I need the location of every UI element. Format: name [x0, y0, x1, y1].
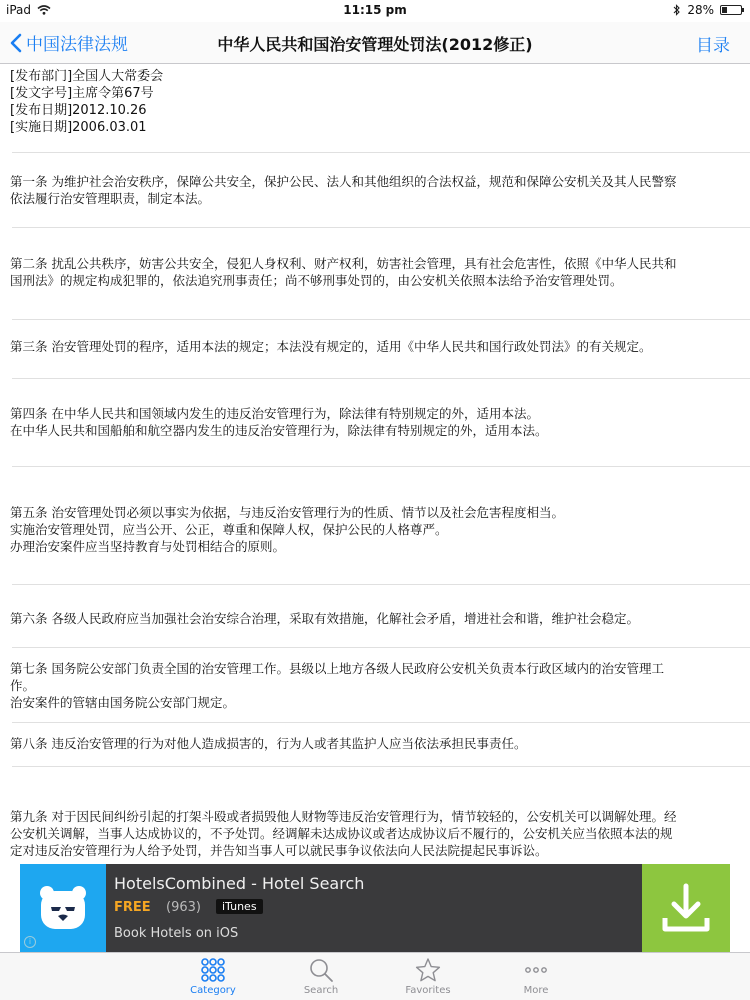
article-line: 公安机关调解，当事人达成协议的，不予处罚。经调解未达成协议或者达成协议后不履行的，公安机关应当依照本法的规: [10, 826, 673, 841]
divider: [12, 227, 750, 228]
ad-rating-count: (963): [166, 900, 201, 915]
article-5: [10, 504, 738, 555]
article-line: 依法履行治安管理职责，制定本法。: [10, 191, 211, 206]
meta-effective-date: [实施日期]2006.03.01: [10, 120, 147, 135]
meta-publish-date: [发布日期]2012.10.26: [10, 103, 147, 118]
table-of-contents-button[interactable]: 目录: [696, 36, 730, 56]
article-line: 第九条 对于因民间纠纷引起的打架斗殴或者损毁他人财物等违反治安管理行为，情节较轻的，公安机关可以调解处理。经: [10, 809, 677, 824]
article-line: 实施治安管理处罚，应当公开、公正，尊重和保障人权，保护公民的人格尊严。: [10, 522, 448, 537]
clock: 11:15 pm: [343, 3, 407, 17]
download-icon: [660, 882, 712, 934]
article-line: 第六条 各级人民政府应当加强社会治安综合治理，采取有效措施，化解社会矛盾，增进社会和谐，维护社会稳定。: [10, 611, 639, 626]
article-line: 第四条 在中华人民共和国领域内发生的违反治安管理行为，除法律有特别规定的外，适用本法。: [10, 406, 539, 421]
ad-app-name: HotelsCombined - Hotel Search: [114, 874, 365, 893]
tab-favorites[interactable]: [388, 957, 468, 996]
article-line: 第二条 扰乱公共秩序，妨害公共安全，侵犯人身权利、财产权利，妨害社会管理，具有社会危害性，依照《中华人民共和: [10, 256, 677, 271]
article-line: 第三条 治安管理处罚的程序，适用本法的规定；本法没有规定的，适用《中华人民共和国行政处罚法》的有关规定。: [10, 339, 652, 354]
article-line: 国刑法》的规定构成犯罪的，依法追究刑事责任；尚不够刑事处罚的，由公安机关依照本法给予治安管理处罚。: [10, 273, 623, 288]
divider: [12, 647, 750, 648]
article-line: 第五条 治安管理处罚必须以事实为依据，与违反治安管理行为的性质、情节以及社会危害程度相当。: [10, 505, 564, 520]
tab-label: Search: [303, 985, 339, 996]
polar-bear-icon: [35, 883, 91, 933]
page-title: 中华人民共和国治安管理处罚法(2012修正): [217, 35, 533, 54]
article-4: [10, 405, 738, 439]
law-metadata: [10, 68, 163, 136]
meta-issuer: [发布部门]全国人大常委会: [10, 69, 164, 84]
article-9: [10, 808, 738, 859]
more-icon: [523, 957, 549, 983]
tab-label: More: [523, 985, 549, 996]
law-content[interactable]: [0, 64, 750, 864]
article-line: 第七条 国务院公安部门负责全国的治安管理工作。县级以上地方各级人民政府公安机关负责本行政区域内的治安管理工: [10, 661, 664, 676]
article-line: 定对违反治安管理行为人给予处罚，并告知当事人可以就民事争议依法向人民法院提起民事诉讼。: [10, 843, 548, 858]
ad-info-icon[interactable]: i: [24, 936, 36, 948]
tab-category[interactable]: [173, 957, 253, 996]
battery-icon: [720, 5, 742, 15]
star-icon: [415, 957, 441, 983]
divider: [12, 378, 750, 379]
status-right: [673, 3, 742, 17]
article-line: 办理治安案件应当坚持教育与处罚相结合的原则。: [10, 539, 286, 554]
article-line: 第一条 为维护社会治安秩序，保障公共安全，保护公民、法人和其他组织的合法权益，规范和保障公安机关及其人民警察: [10, 174, 677, 189]
article-8: [10, 735, 738, 752]
divider: [12, 152, 750, 153]
article-line: 第八条 违反治安管理的行为对他人造成损害的，行为人或者其监护人应当依法承担民事责任。: [10, 736, 527, 751]
ad-banner[interactable]: [20, 864, 730, 952]
divider: [12, 766, 750, 767]
battery-percent: 28%: [687, 3, 714, 17]
tab-label: Category: [190, 985, 236, 996]
tab-more[interactable]: [496, 957, 576, 996]
bluetooth-icon: [673, 4, 681, 16]
article-line: 治安案件的管辖由国务院公安部门规定。: [10, 695, 236, 710]
tab-bar: [0, 952, 750, 1000]
divider: [12, 319, 750, 320]
ad-price: FREE: [114, 900, 151, 915]
divider: [12, 722, 750, 723]
article-7: [10, 660, 738, 711]
itunes-badge: iTunes: [216, 899, 263, 914]
article-line: 作。: [10, 678, 36, 693]
back-button-label: 中国法律法规: [26, 35, 128, 55]
article-1: [10, 173, 738, 207]
ad-download-button[interactable]: [642, 864, 730, 952]
search-icon: [308, 957, 334, 983]
article-2: [10, 255, 738, 289]
article-line: 在中华人民共和国船舶和航空器内发生的违反治安管理行为，除法律有特别规定的外，适用本法。: [10, 423, 548, 438]
divider: [12, 466, 750, 467]
article-3: [10, 338, 738, 355]
tab-search[interactable]: [281, 957, 361, 996]
grid-icon: [200, 957, 226, 983]
device-label: iPad: [6, 3, 32, 17]
divider: [12, 584, 750, 585]
navigation-bar: [0, 22, 750, 64]
tab-label: Favorites: [405, 985, 451, 996]
ad-subtitle: Book Hotels on iOS: [114, 926, 239, 941]
meta-document-number: [发文字号]主席令第67号: [10, 86, 154, 101]
status-bar: [0, 0, 750, 22]
battery-level-fill: [722, 7, 727, 13]
article-6: [10, 610, 738, 627]
